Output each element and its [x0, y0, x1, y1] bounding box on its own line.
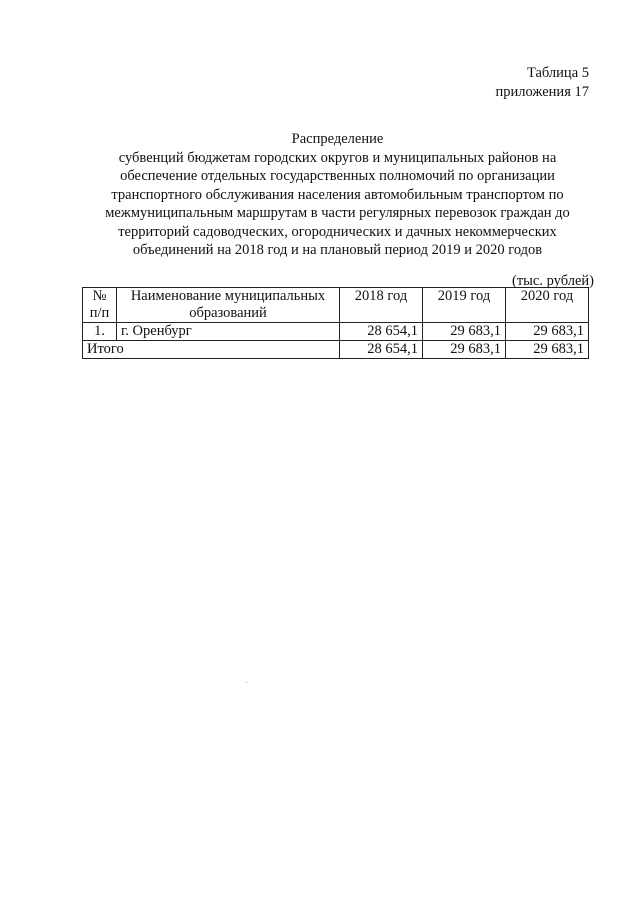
title-line: территорий садоводческих, огороднических и дачных некоммерческих: [118, 223, 557, 240]
table-row: [83, 323, 589, 341]
header-name-line1: Наименование муниципальных: [130, 288, 326, 304]
row-value-2019: 29 683,1: [423, 323, 506, 341]
row-value-2018: 28 654,1: [340, 323, 423, 341]
header-number-line2: п/п: [89, 305, 110, 321]
distribution-table: [82, 287, 589, 359]
attachment-reference: [496, 64, 589, 102]
header-2019: 2019 год: [423, 288, 506, 323]
header-name: [117, 288, 340, 323]
total-value-2018: 28 654,1: [340, 341, 423, 359]
total-value-2020: 29 683,1: [506, 341, 589, 359]
total-value-2019: 29 683,1: [423, 341, 506, 359]
row-number: 1.: [83, 323, 117, 341]
title-line: объединений на 2018 год и на плановый период 2019 и 2020 годов: [132, 242, 543, 258]
document-title: [80, 130, 595, 260]
header-name-line2: образований: [189, 305, 267, 321]
total-label: Итого: [83, 341, 340, 359]
header-number-line1: №: [92, 288, 107, 304]
title-line: транспортного обслуживания населения автомобильным транспортом по: [111, 186, 564, 203]
appendix-number: приложения 17: [495, 84, 589, 100]
header-number: [83, 288, 117, 323]
title-line: обеспечение отдельных государственных полномочий по организации: [120, 168, 555, 184]
header-2020: 2020 год: [506, 288, 589, 323]
units-label: (тыс. рублей): [512, 273, 594, 289]
table-number: Таблица 5: [526, 65, 589, 81]
row-value-2020: 29 683,1: [506, 323, 589, 341]
scan-speck: [246, 682, 247, 683]
header-2018: 2018 год: [340, 288, 423, 323]
total-row: [83, 341, 589, 359]
title-line: межмуниципальным маршрутам в части регулярных перевозок граждан до: [105, 205, 570, 221]
title-line: субвенций бюджетам городских округов и муниципальных районов на: [118, 149, 557, 166]
table-header-row: [83, 288, 589, 323]
row-name: г. Оренбург: [117, 323, 340, 341]
title-heading: Распределение: [291, 131, 384, 147]
